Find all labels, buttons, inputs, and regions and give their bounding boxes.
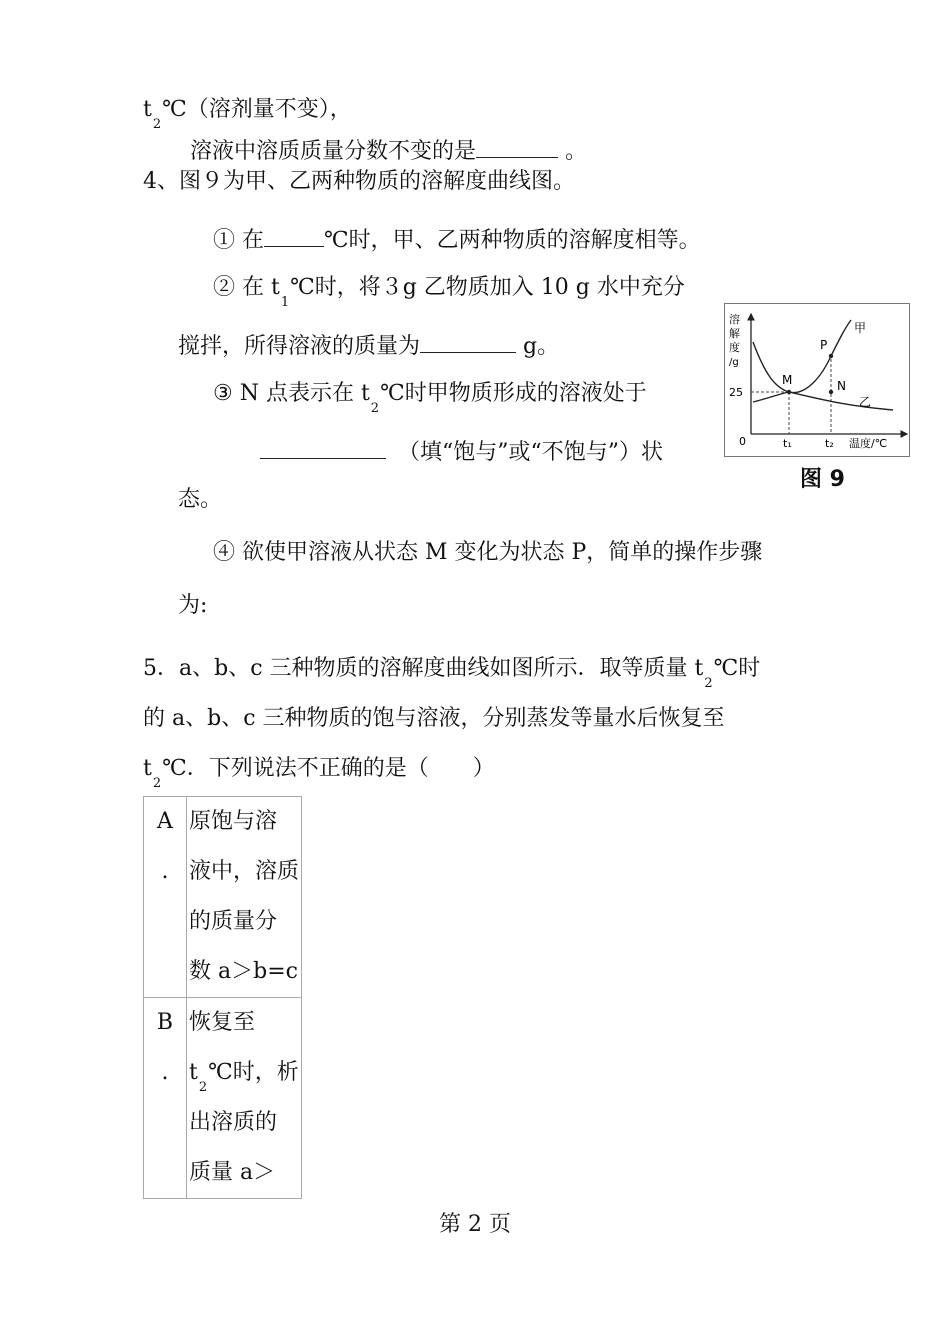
part-text: （填“饱与”或“不饱与”）状 [398,440,663,465]
x-tick-label: t₁ [783,437,792,450]
option-text-line: 原饱与溶 [189,809,278,834]
t-symbol: t [143,97,152,122]
question-4-part-1 [213,220,701,256]
option-text-cell [187,998,302,1199]
option-text-line: 液中，溶质 [189,859,300,884]
line-text: 溶液中溶质质量分数不变的是 [190,139,477,164]
question-4-part-3 [213,379,647,416]
label-p: P [820,338,828,352]
ylabel-char: 溶 [729,313,740,326]
label-jia: 甲 [854,321,867,335]
answer-blank[interactable] [260,432,386,459]
question-5-line-2: 的 a、b、c 三种物质的饱与溶液，分别蒸发等量水后恢复至 [143,706,725,731]
label-yi: 乙 [859,395,872,409]
part-prefix: ① 在 [213,228,264,253]
solubility-figure [724,303,910,457]
part-text-end: g。 [516,334,560,359]
subscript: 2 [370,401,380,416]
option-text-line: 出溶质的 [189,1110,278,1135]
figure-caption: 图 9 [800,467,845,492]
label-n: N [837,379,846,393]
line-end: 。 [565,139,588,164]
option-text-fragment: ℃时，析 [208,1060,299,1085]
option-letter: B [156,1010,174,1035]
answer-blank[interactable] [476,131,558,158]
solubility-curve-chart [725,304,909,456]
page-number: 第 2 页 [439,1212,511,1237]
subscript: 2 [704,676,713,691]
part-text: ℃时，将３g 乙物质加入 10 g 水中充分 [290,275,685,300]
part-text: ℃时甲物质形成的溶液处于 [380,381,647,406]
line-text: ℃（溶剂量不变）， [162,97,352,122]
t-symbol: t [189,1060,198,1085]
question-4-part-4: ④ 欲使甲溶液从状态 M 变化为状态 P，简单的操作步骤 [213,540,763,565]
part-prefix: ③ N 点表示在 t [213,381,370,406]
option-text-line: 质量 a＞ [189,1160,276,1185]
ylabel-char: 解 [729,327,740,340]
question-4-part-2 [213,273,685,310]
option-letter-cell [144,797,187,998]
option-letter-dot: . [161,859,169,884]
part-prefix: ② 在 t [213,275,280,300]
ylabel-char: 度 [729,341,740,354]
question-4-part-3-cont [260,432,663,468]
point-p [829,354,833,358]
t-symbol: t [143,756,152,781]
question-5-line-3 [143,754,495,791]
subscript: 2 [198,1080,208,1095]
x-tick-label: t₂ [825,437,834,450]
option-row-a[interactable] [144,797,302,998]
question-5-line-1 [143,654,761,691]
question-4-part-3-end: 态。 [178,487,223,512]
question-4-part-2-cont [178,326,559,362]
ylabel-char: /g [729,357,739,368]
option-letter-cell [144,998,187,1199]
subscript: 2 [152,117,162,132]
text-line-2 [190,131,587,167]
option-letter-dot: . [161,1060,169,1085]
x-axis-label: 温度/℃ [849,437,888,450]
curve-yi [753,392,893,410]
label-m: M [782,373,793,387]
option-text-line: 恢复至 [189,1010,256,1035]
option-text-line: 数 a＞b=c [189,959,298,984]
question-4-title: 4、图９为甲、乙两种物质的溶解度曲线图。 [143,169,575,194]
subscript: 1 [280,295,290,310]
option-row-b[interactable] [144,998,302,1199]
part-text: ℃时，甲、乙两种物质的溶解度相等。 [324,228,701,253]
point-n [829,390,833,394]
line-text: 5．a、b、c 三种物质的溶解度曲线如图所示．取等质量 t [143,656,704,681]
option-text-cell [187,797,302,998]
subscript: 2 [152,776,162,791]
options-table [143,796,302,1199]
option-text-line [189,1048,301,1098]
line-text: ℃．下列说法不正确的是（ ） [162,756,495,781]
y-tick-label: 25 [729,386,743,399]
point-m [787,390,791,394]
option-text-line: 的质量分 [189,909,278,934]
part-text: 搅拌，所得溶液的质量为 [178,334,421,359]
answer-blank[interactable] [264,220,324,247]
origin-label: 0 [739,435,746,448]
text-line-1 [143,95,352,132]
option-letter: A [157,809,173,834]
answer-blank[interactable] [420,326,516,353]
question-4-part-4-cont: 为: [178,593,208,618]
line-text-end: ℃时 [713,656,761,681]
